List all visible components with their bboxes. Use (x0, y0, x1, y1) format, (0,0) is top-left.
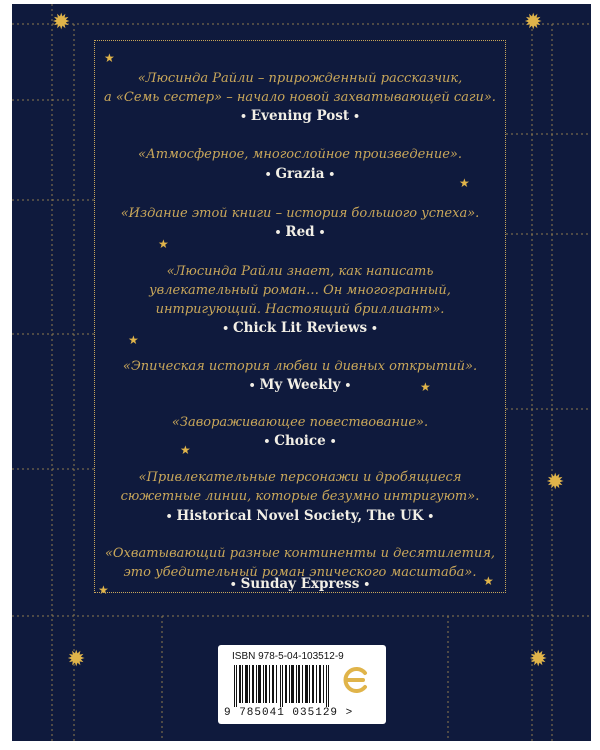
barcode-bars (234, 665, 334, 707)
review-quote-line: это убедительный роман эпического масштаба». (123, 565, 477, 580)
eksmo-logo-icon (339, 664, 371, 696)
review-quote-line: «Эпическая история любви и дивных открытий». (122, 359, 478, 374)
review-quote-line: интригующий. Настоящий бриллиант». (155, 302, 445, 317)
sun-icon: ✹ (524, 10, 543, 35)
book-back-cover (12, 4, 591, 741)
sun-icon: ✹ (546, 470, 565, 495)
sun-icon: ✹ (529, 647, 548, 672)
review-quote-line: «Завораживающее повествование». (171, 415, 429, 430)
review-source: Red (285, 224, 315, 240)
review-quote-line: «Охватывающий разные континенты и десятилетия, (104, 546, 496, 561)
sun-icon: ✹ (67, 647, 86, 672)
star-icon: ★ (158, 237, 169, 251)
review-quote-line: сюжетные линии, которые безумно интригуют». (120, 489, 480, 504)
barcode-digits: 9 785041 035129 > (224, 707, 354, 719)
review-quote-line: «Издание этой книги – история большого успеха». (120, 206, 480, 221)
star-icon: ★ (128, 333, 139, 347)
star-icon: ★ (420, 380, 431, 394)
sun-icon: ✹ (52, 10, 71, 35)
star-icon: ★ (483, 574, 494, 588)
review-quote-line: а «Семь сестер» – начало новой захватывающей саги». (104, 90, 496, 105)
review-quote-line: «Атмосферное, многослойное произведение». (138, 147, 462, 162)
review-quote-line: увлекательный роман… Он многогранный, (149, 283, 451, 298)
review-source: Choice (274, 433, 326, 449)
review-source: Evening Post (250, 108, 350, 124)
review-source: Historical Novel Society, The UK (176, 508, 424, 524)
review-source: Grazia (275, 166, 325, 182)
isbn-label: ISBN 978-5-04-103512-9 (232, 651, 344, 662)
review-quote-line: «Люсинда Райли – прирожденный рассказчик, (137, 71, 463, 86)
review-quote-line: «Люсинда Райли знает, как написать (166, 264, 434, 279)
star-icon: ★ (180, 443, 191, 457)
review-quote-line: «Привлекательные персонажи и дробящиеся (138, 470, 462, 485)
review-source: My Weekly (259, 377, 341, 393)
star-icon: ★ (98, 583, 109, 597)
reviews-frame: «Люсинда Райли – прирожденный рассказчик, а «Семь сестер» – начало новой захватывающей саги». • Evening Post • «Атмосферное, многослойное произведение». • Grazia • «Издание этой книги – история большого успеха». • Red • «Люсинда Райли знает, как написать увлекательный роман… Он многогранный, интригующий. Настоящий бриллиант». • Chick Lit Reviews • «Эпическая история любви и дивных открытий». • My Weekly • «Завораживающее повествование». • Choice • «Привлекательные персонажи и дробящиеся сюжетные линии, которые безумно интригуют». • Historical Novel Society, The UK • «Охватывающий разные континенты и десятилетия, это убедительный роман эпического масштаба». • Sunday Express • (94, 40, 506, 593)
review-source: Sunday Express (240, 576, 360, 592)
review-source: Chick Lit Reviews (232, 320, 368, 336)
star-icon: ★ (104, 51, 115, 65)
star-icon: ★ (459, 176, 470, 190)
